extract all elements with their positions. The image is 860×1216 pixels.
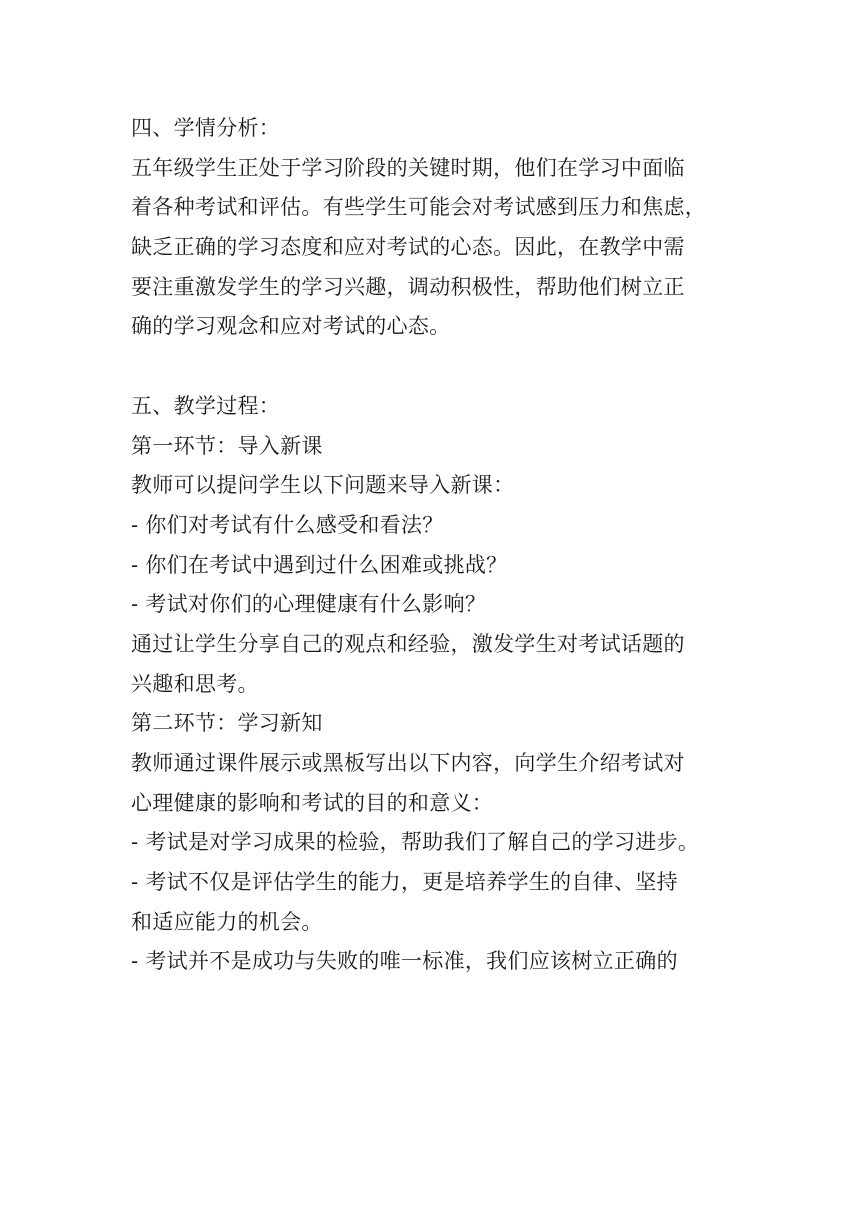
paragraph-line: 确的学习观念和应对考试的心态。 bbox=[131, 314, 451, 339]
point-item: - 考试不仅是评估学生的能力，更是培养学生的自律、坚持 bbox=[131, 870, 678, 895]
paragraph-line: 教师通过课件展示或黑板写出以下内容，向学生介绍考试对 bbox=[131, 751, 685, 775]
paragraph-line: 兴趣和思考。 bbox=[131, 671, 259, 696]
point-item: - 考试是对学习成果的检验，帮助我们了解自己的学习进步。 bbox=[131, 830, 700, 855]
section-heading-teaching-process: 五、教学过程： bbox=[131, 393, 281, 418]
paragraph-spacer bbox=[131, 347, 741, 387]
document-body bbox=[131, 109, 741, 982]
point-item-continuation: 和适应能力的机会。 bbox=[131, 909, 323, 934]
part1-intro: 教师可以提问学生以下问题来导入新课： bbox=[131, 473, 515, 498]
paragraph-line: 五年级学生正处于学习阶段的关键时期，他们在学习中面临 bbox=[131, 155, 685, 180]
section-heading-learning-analysis: 四、学情分析： bbox=[131, 116, 281, 140]
part2-title: 第二环节：学习新知 bbox=[131, 711, 323, 736]
paragraph-line: 缺乏正确的学习态度和应对考试的心态。因此，在教学中需 bbox=[131, 235, 685, 260]
paragraph-line: 着各种考试和评估。有些学生可能会对考试感到压力和焦虑， bbox=[131, 195, 707, 220]
part1-title: 第一环节：导入新课 bbox=[131, 433, 323, 458]
paragraph-line: 通过让学生分享自己的观点和经验，激发学生对考试话题的 bbox=[131, 631, 685, 656]
paragraph-line: 心理健康的影响和考试的目的和意义： bbox=[131, 790, 494, 815]
point-item: - 考试并不是成功与失败的唯一标准，我们应该树立正确的 bbox=[131, 949, 678, 974]
question-item: - 你们在考试中遇到过什么困难或挑战？ bbox=[131, 552, 508, 577]
question-item: - 你们对考试有什么感受和看法？ bbox=[131, 512, 444, 537]
question-item: - 考试对你们的心理健康有什么影响？ bbox=[131, 592, 487, 617]
paragraph-line: 要注重激发学生的学习兴趣，调动积极性，帮助他们树立正 bbox=[131, 274, 685, 299]
